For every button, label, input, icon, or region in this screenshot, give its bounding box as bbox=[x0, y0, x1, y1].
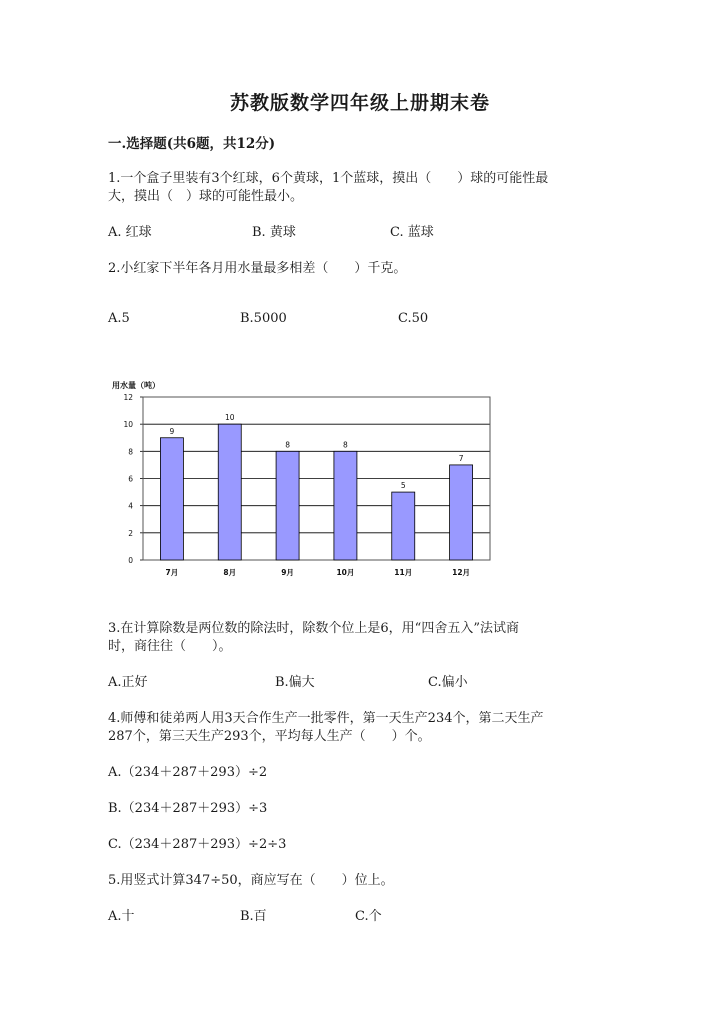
x-tick-label: 8月 bbox=[223, 568, 237, 577]
bar bbox=[334, 451, 357, 560]
question-1-line-2: 大，摸出（ ）球的可能性最小。 bbox=[108, 189, 304, 204]
data-label: 9 bbox=[169, 426, 175, 436]
question-5-option-b: B.百 bbox=[240, 909, 267, 924]
y-tick-label: 10 bbox=[123, 420, 133, 430]
y-tick-label: 6 bbox=[128, 474, 133, 484]
x-tick-label: 12月 bbox=[452, 568, 471, 577]
y-tick-label: 8 bbox=[128, 447, 133, 457]
question-2-option-a: A.5 bbox=[108, 311, 130, 326]
question-4-option-a: A.（234＋287＋293）÷2 bbox=[108, 765, 268, 780]
x-tick-label: 10月 bbox=[336, 568, 355, 577]
data-label: 10 bbox=[224, 413, 235, 423]
question-3-option-c: C.偏小 bbox=[428, 675, 468, 690]
question-2-option-c: C.50 bbox=[398, 311, 429, 326]
bar bbox=[450, 465, 473, 560]
y-tick-label: 4 bbox=[128, 501, 133, 511]
question-3-line-1: 3.在计算除数是两位数的除法时，除数个位上是6，用“四舍五入”法试商 bbox=[108, 621, 519, 636]
bar bbox=[392, 492, 415, 560]
data-label: 5 bbox=[400, 481, 406, 491]
bar bbox=[160, 438, 183, 560]
question-2-option-b: B.5000 bbox=[240, 311, 287, 326]
question-3-line-2: 时，商往往（ ）。 bbox=[108, 639, 232, 654]
water-usage-bar-chart bbox=[108, 378, 498, 583]
y-tick-label: 0 bbox=[128, 556, 133, 565]
x-tick-label: 9月 bbox=[281, 568, 294, 577]
question-1-option-b: B. 黄球 bbox=[252, 225, 296, 240]
x-tick-label: 11月 bbox=[394, 568, 413, 577]
question-5-option-c: C.个 bbox=[355, 909, 382, 924]
question-1-line-1: 1.一个盒子里装有3个红球，6个黄球，1个蓝球，摸出（ ）球的可能性最 bbox=[108, 171, 549, 186]
bar bbox=[218, 424, 241, 560]
x-tick-label: 7月 bbox=[165, 568, 179, 577]
question-4-line-2: 287个，第三天生产293个，平均每人生产（ ）个。 bbox=[108, 729, 431, 744]
question-4-line-1: 4.师傅和徒弟两人用3天合作生产一批零件，第一天生产234个，第二天生产 bbox=[108, 711, 544, 726]
question-1-option-c: C. 蓝球 bbox=[390, 225, 434, 240]
question-2-line-1: 2.小红家下半年各月用水量最多相差（ ）千克。 bbox=[108, 261, 407, 276]
data-label: 8 bbox=[285, 440, 290, 450]
data-label: 7 bbox=[458, 453, 464, 463]
question-5-line-1: 5.用竖式计算347÷50，商应写在（ ）位上。 bbox=[108, 873, 394, 888]
chart-title: 用水量（吨） bbox=[112, 381, 160, 390]
question-1-option-a: A. 红球 bbox=[108, 225, 152, 240]
question-3-option-a: A.正好 bbox=[108, 675, 148, 690]
section-heading: 一.选择题(共6题，共12分) bbox=[108, 136, 276, 152]
bar bbox=[276, 451, 299, 560]
y-tick-label: 12 bbox=[123, 393, 133, 402]
page-title: 苏教版数学四年级上册期末卷 bbox=[229, 92, 490, 114]
y-tick-label: 2 bbox=[128, 528, 133, 538]
question-5-option-a: A.十 bbox=[108, 909, 135, 924]
question-4-option-b: B.（234＋287＋293）÷3 bbox=[108, 801, 268, 816]
question-4-option-c: C.（234＋287＋293）÷2÷3 bbox=[108, 837, 287, 852]
data-label: 8 bbox=[343, 440, 348, 450]
question-3-option-b: B.偏大 bbox=[275, 675, 315, 690]
